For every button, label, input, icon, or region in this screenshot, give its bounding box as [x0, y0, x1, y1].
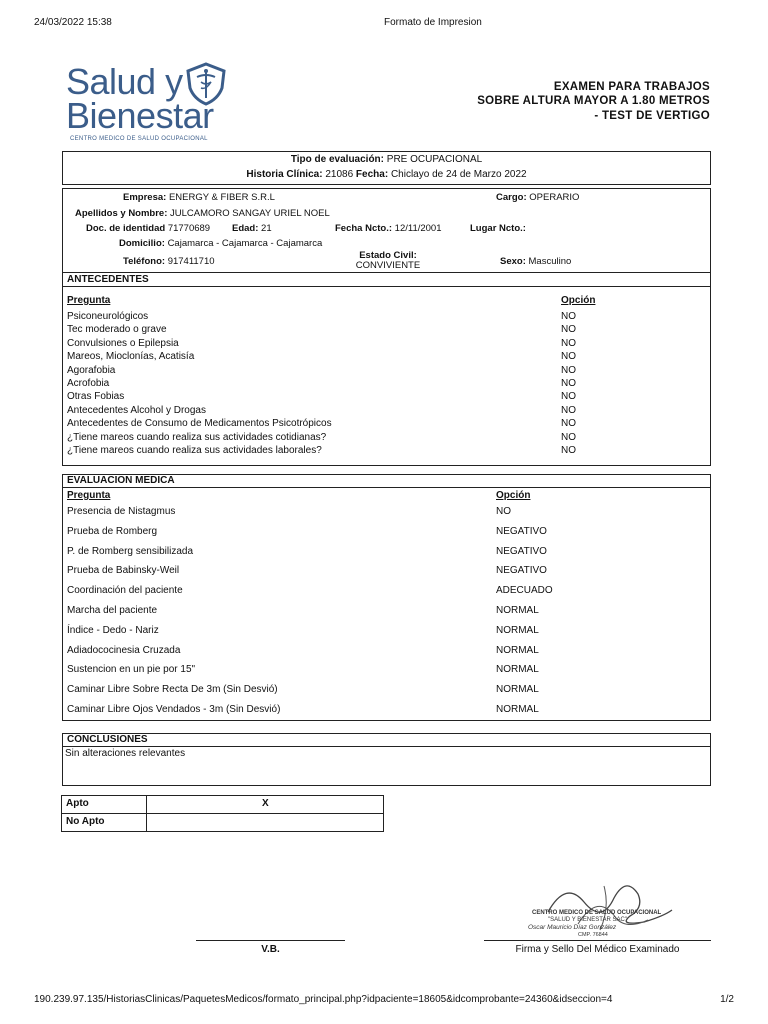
apto-mark: X — [262, 798, 269, 809]
antecedente-question: ¿Tiene mareos cuando realiza sus actividades laborales? — [67, 445, 322, 456]
no-apto-label: No Apto — [66, 816, 105, 827]
stamp-line1: CENTRO MEDICO DE SALUD OCUPACIONAL — [532, 910, 662, 916]
evaluacion-question: Marcha del paciente — [67, 605, 158, 616]
antecedente-answer: NO — [561, 324, 576, 336]
telefono-value: 917411710 — [167, 256, 215, 267]
evaluacion-answer: NORMAL — [496, 664, 539, 676]
antecedente-question: Psiconeurológicos — [67, 311, 149, 322]
antecedente-answer: NO — [561, 391, 576, 403]
conclusiones-box — [62, 733, 711, 786]
antecedente-answer: NO — [561, 311, 576, 322]
evaluacion-answer: NORMAL — [496, 605, 539, 616]
evaluacion-answer: ADECUADO — [496, 585, 553, 597]
antecedente-answer: NO — [561, 431, 576, 443]
antecedente-question: Agorafobia — [67, 364, 116, 376]
antecedente-answer: NO — [561, 418, 576, 430]
domicilio-value: Cajamarca - Cajamarca - Cajamarca — [167, 238, 323, 249]
fecha-label: Fecha: — [355, 169, 389, 180]
stamp-line2: "SALUD Y BIENESTAR SAC" — [548, 917, 627, 923]
conclusiones-heading-rule — [62, 746, 711, 747]
edad-label: Edad: — [232, 223, 259, 234]
aptitud-col-rule — [146, 795, 147, 832]
fnac-value: 12/11/2001 — [394, 223, 442, 234]
empresa-label: Empresa: — [123, 192, 167, 203]
civil-value: CONVIVIENTE — [355, 260, 421, 271]
vb-signature-line — [196, 940, 345, 941]
evaluacion-question: Coordinación del paciente — [67, 585, 183, 597]
evaluacion-question: Índice - Dedo - Nariz — [67, 624, 159, 636]
medico-signature-line — [484, 940, 711, 941]
caduceus-shield-icon — [184, 62, 228, 106]
antecedente-question: Antecedentes de Consumo de Medicamentos Psicotrópicos — [67, 418, 332, 430]
doc-value: 71770689 — [167, 223, 211, 234]
evaluacion-question: Prueba de Romberg — [67, 525, 158, 537]
antecedentes-col-pregunta: Pregunta — [67, 295, 111, 306]
print-datetime: 24/03/2022 15:38 — [34, 17, 112, 28]
antecedente-question: ¿Tiene mareos cuando realiza sus actividades cotidianas? — [67, 431, 327, 443]
historia-label: Historia Clínica: — [246, 169, 323, 180]
antecedentes-top-rule — [62, 272, 711, 273]
telefono-label: Teléfono: — [123, 256, 166, 267]
evaluacion-answer: NO — [496, 506, 511, 517]
apto-label: Apto — [66, 798, 89, 809]
evaluacion-answer: NORMAL — [496, 704, 539, 715]
footer-url[interactable]: 190.239.97.135/HistoriasClinicas/PaquetesMedicos/formato_principal.php?idpaciente=18605&idcomprobante=24360&idseccion=4 — [34, 994, 613, 1005]
antecedente-answer: NO — [561, 445, 576, 456]
cargo-label: Cargo: — [496, 192, 527, 203]
aptitud-row-rule — [61, 813, 384, 814]
lugar-label: Lugar Ncto.: — [470, 223, 526, 234]
patient-lugar — [470, 223, 526, 234]
antecedente-answer: NO — [561, 404, 576, 416]
evaluacion-question: P. de Romberg sensibilizada — [67, 545, 194, 557]
sexo-label: Sexo: — [500, 256, 526, 267]
patient-sexo — [500, 256, 571, 267]
evaluacion-question: Sustencion en un pie por 15" — [67, 664, 196, 676]
antecedentes-heading: ANTECEDENTES — [67, 274, 149, 285]
patient-cargo — [496, 192, 579, 203]
medico-signature-label: Firma y Sello Del Médico Examinado — [515, 944, 680, 955]
evaluation-historia — [62, 169, 711, 180]
evaluacion-medica-heading: EVALUACION MEDICA — [67, 475, 175, 486]
evaluacion-medica-heading-rule — [62, 487, 711, 488]
evaluacion-answer: NEGATIVO — [496, 525, 547, 537]
historia-value: 21086 — [325, 169, 354, 180]
conclusiones-text: Sin alteraciones relevantes — [65, 748, 186, 759]
doc-label: Doc. de identidad — [86, 223, 166, 234]
vb-label: V.B. — [261, 944, 280, 955]
civil-label: Estado Civil: — [359, 250, 417, 261]
stamp-line3: Oscar Mauricio Díaz González — [528, 924, 617, 931]
antecedente-answer: NO — [561, 378, 576, 389]
fnac-label: Fecha Ncto.: — [335, 223, 393, 234]
tipo-label: Tipo de evaluación: — [290, 154, 384, 165]
print-title: Formato de Impresion — [384, 17, 482, 28]
exam-title-line2: SOBRE ALTURA MAYOR A 1.80 METROS — [477, 95, 710, 107]
patient-domicilio — [119, 238, 322, 249]
antecedente-answer: NO — [561, 337, 576, 349]
edad-value: 21 — [261, 223, 272, 234]
antecedente-question: Convulsiones o Epilepsia — [67, 337, 179, 349]
evaluacion-answer: NORMAL — [496, 684, 539, 696]
patient-estado-civil — [340, 251, 436, 271]
evaluacion-answer: NEGATIVO — [496, 545, 547, 557]
antecedente-question: Antecedentes Alcohol y Drogas — [67, 404, 206, 416]
antecedente-question: Mareos, Mioclonías, Acatisía — [67, 351, 195, 363]
antecedente-answer: NO — [561, 364, 576, 376]
logo-tagline: CENTRO MEDICO DE SALUD OCUPACIONAL — [70, 136, 208, 142]
conclusiones-heading: CONCLUSIONES — [67, 734, 148, 745]
stamp-line4: CMP. 76844 — [578, 932, 608, 938]
evaluacion-question: Prueba de Babinsky-Weil — [67, 565, 180, 577]
empresa-value: ENERGY & FIBER S.R.L — [168, 192, 275, 203]
domicilio-label: Domicilio: — [119, 238, 165, 249]
evaluacion-answer: NORMAL — [496, 644, 539, 656]
nombre-label: Apellidos y Nombre: — [75, 208, 168, 219]
doctor-stamp — [518, 872, 678, 940]
evaluacion-answer: NEGATIVO — [496, 565, 547, 577]
antecedentes-col-opcion: Opción — [561, 295, 596, 306]
evaluacion-question: Caminar Libre Sobre Recta De 3m (Sin Desvió) — [67, 684, 278, 696]
logo-line2: Bienestar — [66, 95, 214, 136]
patient-empresa — [123, 192, 275, 203]
evaluation-type — [62, 154, 711, 165]
patient-edad — [232, 223, 272, 234]
sexo-value: Masculino — [528, 256, 572, 267]
patient-fnac — [335, 223, 442, 234]
logo-line1: Salud y — [66, 61, 183, 102]
patient-nombre — [75, 208, 330, 219]
nombre-value: JULCAMORO SANGAY URIEL NOEL — [170, 208, 330, 219]
antecedente-question: Acrofobia — [67, 378, 110, 389]
antecedente-question: Otras Fobias — [67, 391, 125, 403]
patient-telefono — [123, 256, 215, 267]
evaluacion-col-opcion: Opción — [496, 490, 531, 501]
exam-title-line1: EXAMEN PARA TRABAJOS — [553, 81, 710, 93]
antecedente-question: Tec moderado o grave — [67, 324, 167, 336]
evaluacion-question: Adiadococinesia Cruzada — [67, 644, 181, 656]
patient-doc — [86, 223, 210, 234]
evaluacion-answer: NORMAL — [496, 624, 539, 636]
evaluacion-question: Caminar Libre Ojos Vendados - 3m (Sin Desvió) — [67, 704, 281, 715]
exam-title-line3: - TEST DE VERTIGO — [594, 110, 710, 122]
antecedente-answer: NO — [561, 351, 576, 363]
logo — [64, 62, 244, 146]
evaluacion-col-pregunta: Pregunta — [67, 490, 111, 501]
footer-page: 1/2 — [720, 994, 734, 1005]
antecedentes-heading-rule — [62, 286, 711, 287]
cargo-value: OPERARIO — [529, 192, 580, 203]
evaluacion-question: Presencia de Nistagmus — [67, 506, 176, 517]
tipo-value: PRE OCUPACIONAL — [386, 154, 483, 165]
fecha-value: Chiclayo de 24 de Marzo 2022 — [390, 169, 527, 180]
